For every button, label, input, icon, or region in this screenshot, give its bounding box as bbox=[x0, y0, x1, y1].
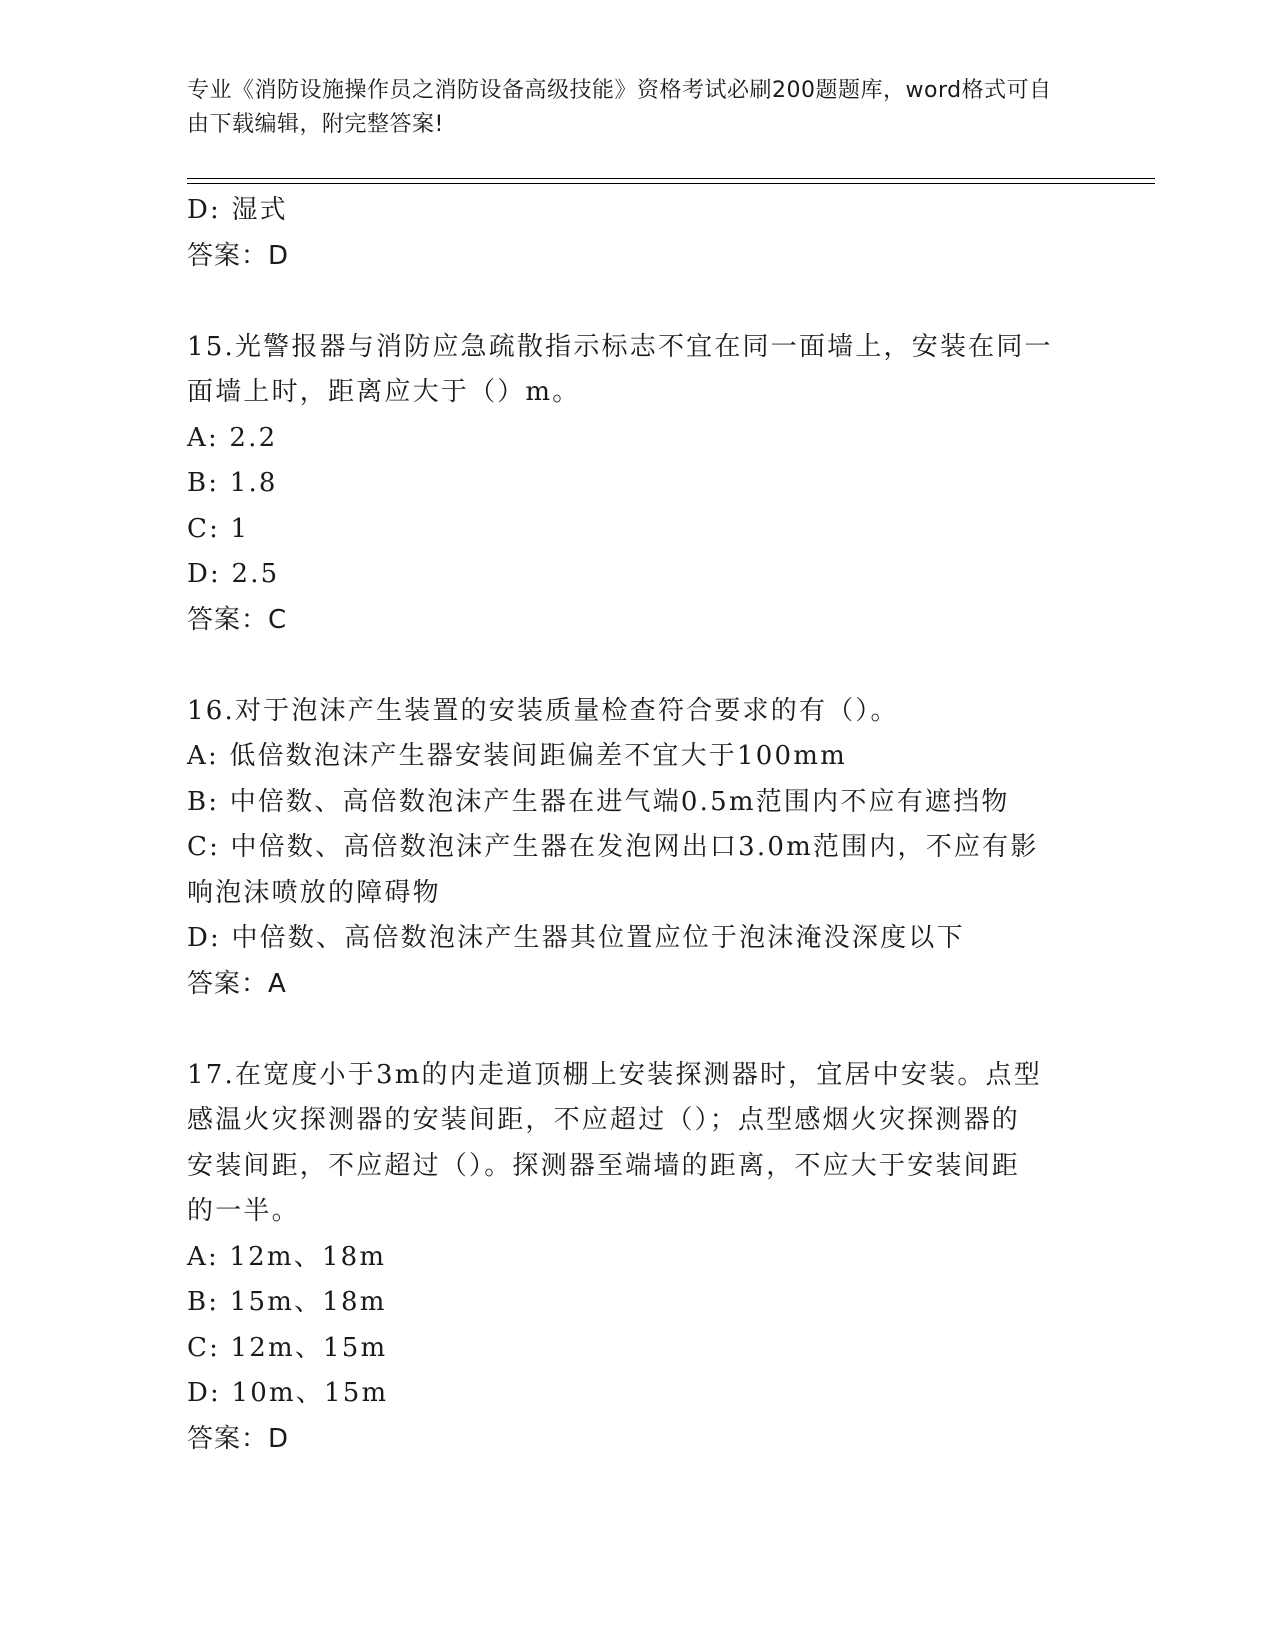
document-body bbox=[187, 188, 1087, 1462]
spacer bbox=[187, 643, 1087, 689]
spacer bbox=[187, 1007, 1087, 1053]
spacer bbox=[187, 279, 1087, 325]
option-line: C: 1 bbox=[187, 513, 250, 544]
option-line: A: 12m、18m bbox=[187, 1241, 387, 1272]
question-stem-line: 感温火灾探测器的安装间距，不应超过（）；点型感烟火灾探测器的 bbox=[187, 1105, 1021, 1135]
question-16 bbox=[187, 689, 1087, 1008]
option-line: C: 中倍数、高倍数泡沫产生器在发泡网出口3.0m范围内，不应有影 bbox=[187, 832, 1039, 862]
question-stem-line: 安装间距，不应超过（）。探测器至端墙的距离，不应大于安装间距 bbox=[187, 1150, 1021, 1181]
option-line: B: 中倍数、高倍数泡沫产生器在进气端0.5m范围内不应有遮挡物 bbox=[187, 786, 1010, 817]
option-line: A: 2.2 bbox=[187, 422, 278, 453]
question-stem-line: 17.在宽度小于3m的内走道顶棚上安装探测器时，宜居中安装。点型 bbox=[187, 1059, 1042, 1090]
question-stem-line: 16.对于泡沫产生装置的安装质量检查符合要求的有（）。 bbox=[187, 695, 899, 726]
option-line: D: 湿式 bbox=[187, 195, 288, 225]
header-rule-bottom bbox=[187, 183, 1155, 184]
option-line: D: 10m、15m bbox=[187, 1378, 389, 1408]
option-line: C: 12m、15m bbox=[187, 1332, 388, 1363]
question-stem-line: 15.光警报器与消防应急疏散指示标志不宜在同一面墙上，安装在同一 bbox=[187, 331, 1053, 362]
header-rule-top bbox=[187, 178, 1155, 179]
answer-line: 答案：C bbox=[187, 604, 288, 635]
option-line: D: 2.5 bbox=[187, 559, 280, 589]
option-line: A: 低倍数泡沫产生器安装间距偏差不宜大于100mm bbox=[187, 741, 847, 771]
question-15 bbox=[187, 325, 1087, 644]
option-line: D: 中倍数、高倍数泡沫产生器其位置应位于泡沫淹没深度以下 bbox=[187, 923, 965, 953]
option-line: B: 1.8 bbox=[187, 468, 278, 498]
question-17 bbox=[187, 1053, 1087, 1463]
question-stem-line: 的一半。 bbox=[187, 1196, 300, 1226]
answer-line: 答案：A bbox=[187, 968, 287, 999]
answer-line: 答案：D bbox=[187, 1423, 290, 1454]
option-line: 响泡沫喷放的障碍物 bbox=[187, 877, 441, 908]
answer-line: 答案：D bbox=[187, 240, 290, 271]
document-header bbox=[187, 74, 1067, 142]
option-line: B: 15m、18m bbox=[187, 1287, 387, 1317]
question-stem-line: 面墙上时，距离应大于（）m。 bbox=[187, 377, 581, 407]
header-title: 专业《消防设施操作员之消防设备高级技能》资格考试必刷200题题库，word格式可自由下载编辑，附完整答案! bbox=[187, 78, 1052, 137]
